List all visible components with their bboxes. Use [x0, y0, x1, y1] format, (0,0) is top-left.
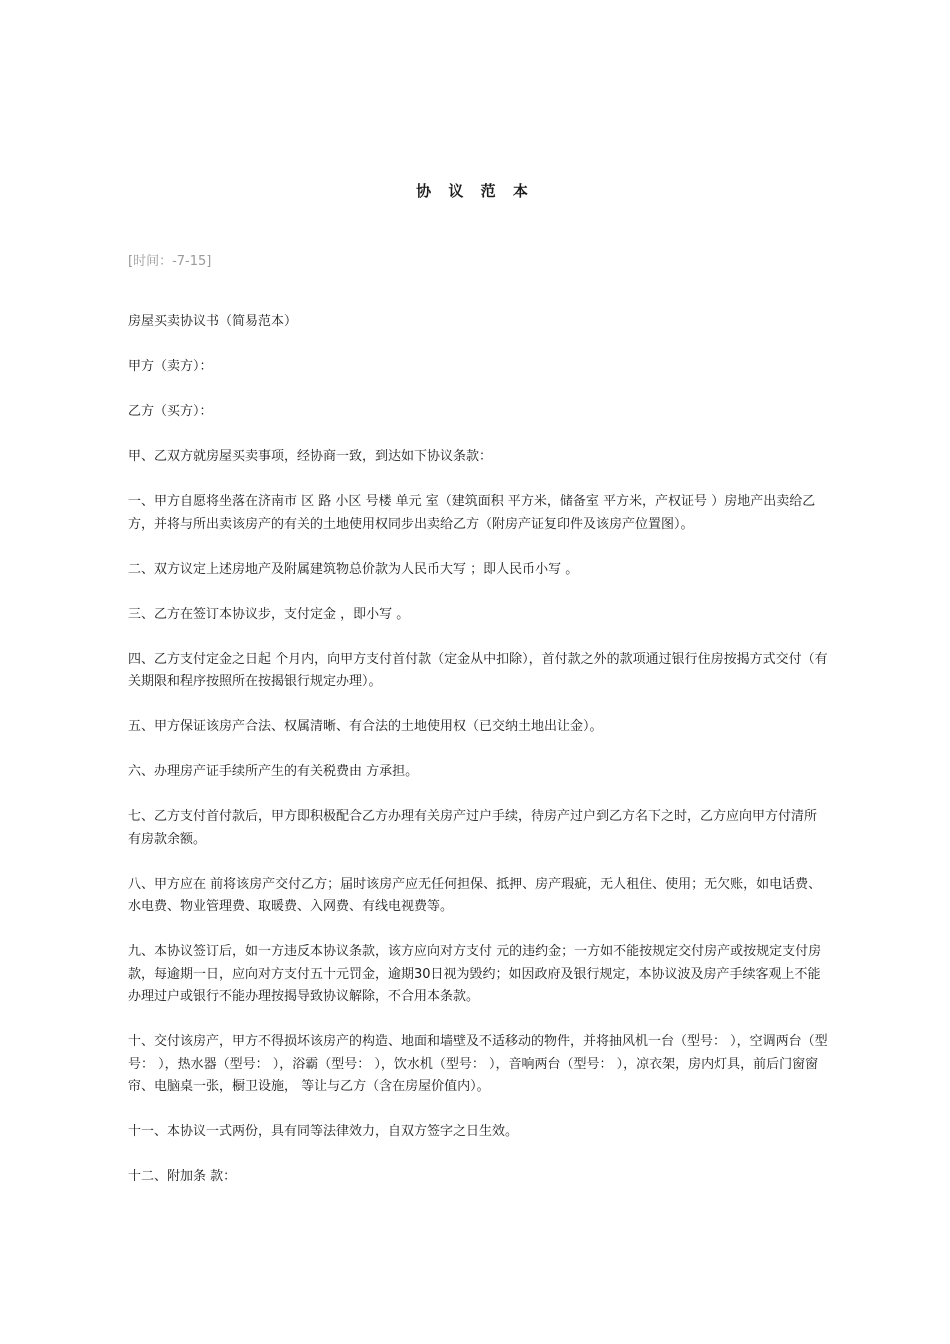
paragraph-clause-11: 十一、本协议一式两份，具有同等法律效力，自双方签字之日生效。 — [128, 1124, 519, 1139]
paragraph-clause-5: 五、甲方保证该房产合法、权属清晰、有合法的土地使用权（已交纳土地出让金）。 — [128, 719, 603, 734]
paragraph-clause-8: 八、甲方应在 前将该房产交付乙方；届时该房产应无任何担保、抵押、房产瑕疵，无人租住、使用；无欠账，如电话费、水电费、物业管理费、取暖费、入网费、有线电视费等。 — [128, 876, 822, 914]
paragraph-clause-2: 二、双方议定上述房地产及附属建筑物总价款为人民币大写 ；即人民币小写 。 — [128, 561, 579, 577]
document-body — [128, 311, 828, 1211]
paragraph-heading: 房屋买卖协议书（简易范本） — [128, 314, 298, 329]
paragraph-clause-1: 一、甲方自愿将坐落在济南市 区 路 小区 号楼 单元 室（建筑面积 平方米，储备室 平方米，产权证号 ）房地产出卖给乙方，并将与所出卖该房产的有关的土地使用权同步出卖给乙方（附房产证复印件及该房产位置图）。 — [128, 494, 816, 532]
paragraph-intro: 甲、乙双方就房屋买卖事项，经协商一致，到达如下协议条款： — [128, 449, 493, 464]
document-title: 协 议 范 本 — [416, 182, 534, 200]
paragraph-clause-9: 九、本协议签订后，如一方违反本协议条款，该方应向对方支付 元的违约金；一方如不能按规定交付房产或按规定支付房款，每逾期一日，应向对方支付五十元罚金，逾期30日视为毁约；如因政府及银行规定，本协议波及房产手续客观上不能办理过户或银行不能办理按揭导致协议解除，不合用本条款。 — [128, 944, 822, 1004]
paragraph-clause-7: 七、乙方支付首付款后，甲方即积极配合乙方办理有关房产过户手续，待房产过户到乙方名下之时，乙方应向甲方付清所有房款余额。 — [128, 809, 818, 847]
document-date: [时间：-7-15] — [128, 254, 212, 269]
paragraph-clause-6: 六、办理房产证手续所产生的有关税费由 方承担。 — [128, 764, 419, 779]
paragraph-clause-12: 十二、附加条 款： — [128, 1169, 237, 1184]
paragraph-clause-10: 十、交付该房产，甲方不得损坏该房产的构造、地面和墙壁及不适移动的物件，并将抽风机一台（型号： ），空调两台（型号： ），热水器（型号： ），浴霸（型号： ），饮水机（型号： ），音响两台（型号： ），凉衣架，房内灯具，前后门窗窗帘、电脑桌一张，橱卫设施， 等让与乙方（含在房屋价值内）。 — [128, 1034, 828, 1094]
paragraph-clause-3: 三、乙方在签订本协议步，支付定金 ，即小写 。 — [128, 606, 410, 622]
paragraph-clause-4: 四、乙方支付定金之日起 个月内，向甲方支付首付款（定金从中扣除），首付款之外的款项通过银行住房按揭方式交付（有关期限和程序按照所在按揭银行规定办理）。 — [128, 651, 828, 689]
paragraph-party-a: 甲方（卖方）： — [128, 359, 213, 374]
paragraph-party-b: 乙方（买方）： — [128, 404, 213, 419]
